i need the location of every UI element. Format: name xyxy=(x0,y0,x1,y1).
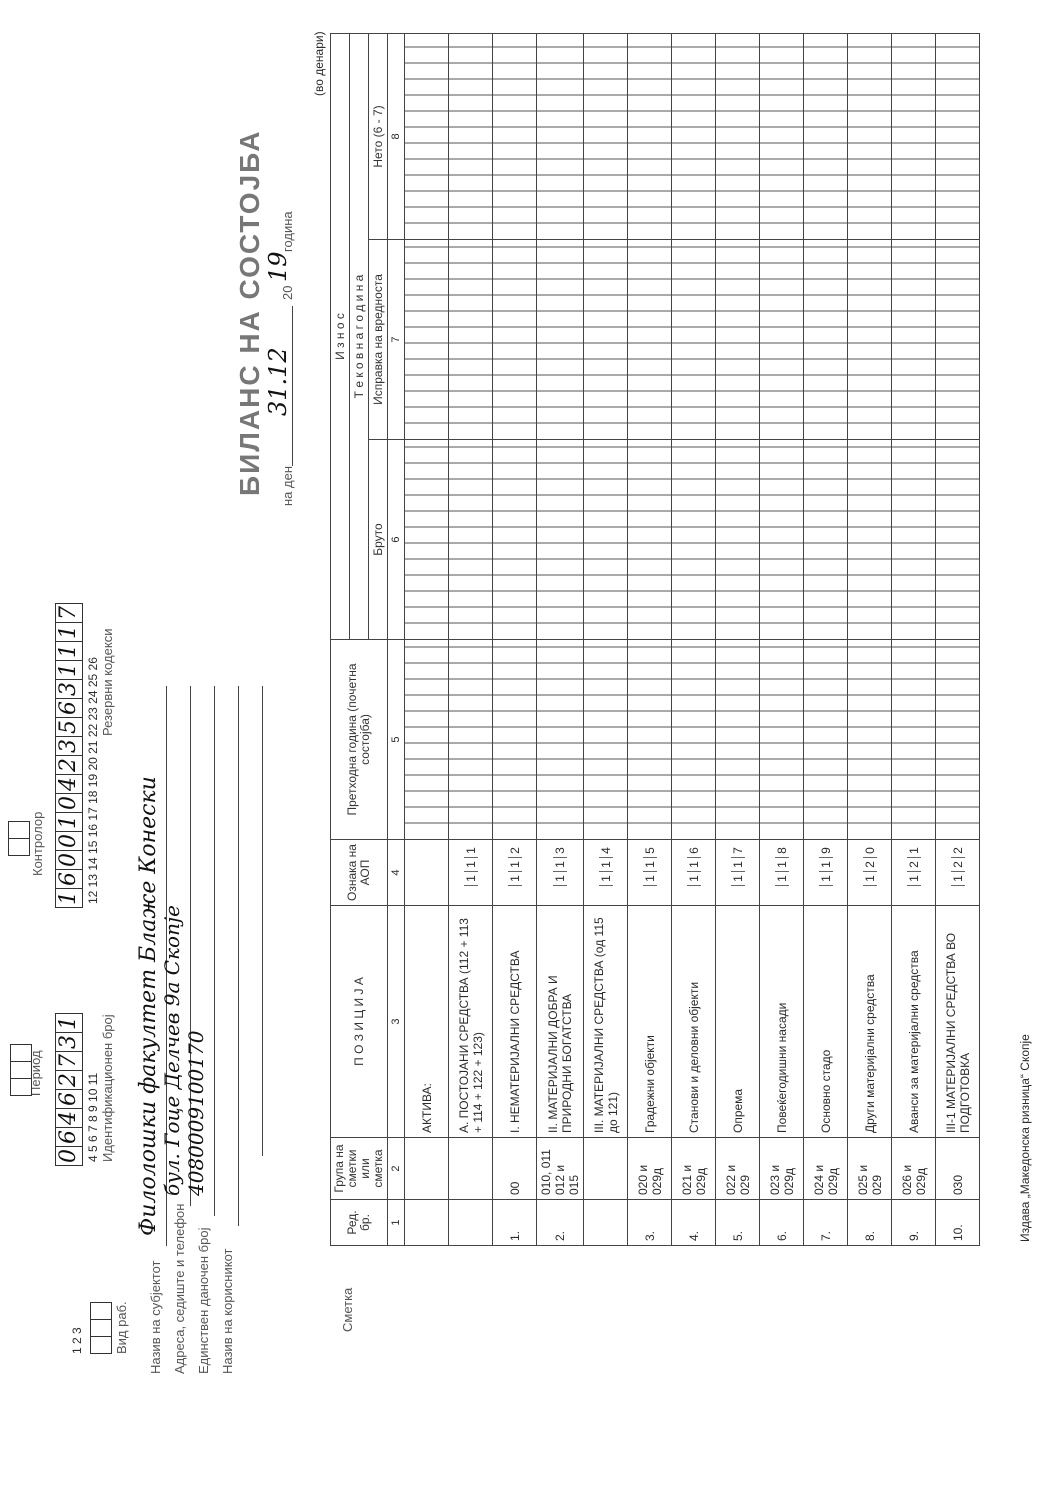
id-digit: 7 xyxy=(55,1052,83,1071)
reserved-digit: 5 xyxy=(55,718,83,737)
reserved-digit: 1 xyxy=(55,623,83,642)
ispravka-cell[interactable] xyxy=(493,240,537,440)
publisher-footer: Издава „Македонска ризница“ Скопје xyxy=(1018,1034,1032,1242)
aop-digit: 1 xyxy=(643,858,657,872)
prev-year-cell[interactable] xyxy=(848,640,892,840)
name-label: Назив на субјектот xyxy=(148,1260,163,1374)
row-group: 023 и 029д xyxy=(760,1138,804,1200)
aop-digit: 2 xyxy=(508,844,522,858)
reserved-digit: 3 xyxy=(55,680,83,699)
neto-cell[interactable] xyxy=(537,33,584,239)
prev-year-cell[interactable] xyxy=(584,640,628,840)
row-group: 026 и 029д xyxy=(892,1138,936,1200)
header-rb: Ред. бр. xyxy=(331,1200,388,1246)
table-row xyxy=(493,33,537,1245)
vid-rab-label: Вид раб. xyxy=(114,1301,129,1354)
address-label: Адреса, седиште и телефон xyxy=(172,1203,187,1374)
row-group: 025 и 029 xyxy=(848,1138,892,1200)
row-aop xyxy=(537,840,584,906)
row-position: II. МАТЕРИЈАЛНИ ДОБРА И ПРИРОДНИ БОГАТСТВА xyxy=(537,906,584,1138)
row-group xyxy=(449,1138,493,1200)
aop-code xyxy=(731,844,745,901)
ispravka-cell[interactable] xyxy=(716,240,760,440)
user-underline xyxy=(238,686,239,1226)
prev-year-cell[interactable] xyxy=(628,640,672,840)
column-number-row xyxy=(388,33,405,1245)
aop-digit: 1 xyxy=(464,844,478,858)
row-position: Други материјални средства xyxy=(848,906,892,1138)
id-digit: 1 xyxy=(55,1013,83,1033)
reserved-digit: 2 xyxy=(55,756,83,775)
row-aop xyxy=(449,840,493,906)
row-number: 9. xyxy=(892,1200,936,1246)
tax-underline xyxy=(214,686,215,1216)
id-digit: 6 xyxy=(55,1128,83,1147)
row-position: А. ПОСТОЈАНИ СРЕДСТВА (112 + 113 + 114 + 122 + 123) xyxy=(449,906,493,1138)
tax-value[interactable]: 4080009100170 xyxy=(184,1030,208,1196)
bruto-cell[interactable] xyxy=(716,440,760,640)
neto-cell[interactable] xyxy=(628,33,672,239)
header-ispravka: Исправка на вредноста xyxy=(369,240,388,440)
bruto-cell[interactable] xyxy=(537,440,584,640)
aop-digit: 7 xyxy=(731,844,745,858)
aop-digit: 1 xyxy=(907,872,921,886)
aop-code xyxy=(819,844,833,901)
header-bruto: Бруто xyxy=(369,440,388,640)
row-number: 5. xyxy=(716,1200,760,1246)
aop-code xyxy=(907,844,921,901)
aop-digit: 1 xyxy=(951,872,965,886)
kontrolor-boxes[interactable] xyxy=(8,821,30,856)
bruto-cell[interactable] xyxy=(804,440,848,640)
tax-label: Единствен даночен број xyxy=(196,1227,211,1374)
header-neto: Нето (6 - 7) xyxy=(369,33,388,239)
bruto-cell[interactable] xyxy=(449,440,493,640)
user-label: Назив на корисникот xyxy=(220,1248,235,1374)
row-group: 010, 011 012 и 015 xyxy=(537,1138,584,1200)
header-prev-year: Претходна година (почетна состојба) xyxy=(331,640,388,840)
ispravka-cell[interactable] xyxy=(449,240,493,440)
reserved-code-boxes[interactable] xyxy=(55,603,83,908)
bruto-cell[interactable] xyxy=(760,440,804,640)
vid-rab-boxes[interactable] xyxy=(90,1302,112,1354)
row-aop xyxy=(760,840,804,906)
balance-table xyxy=(330,33,980,1246)
table-row xyxy=(936,33,980,1245)
bruto-cell[interactable] xyxy=(493,440,537,640)
aop-code xyxy=(553,844,567,901)
reserved-digit: 3 xyxy=(55,737,83,756)
row-number xyxy=(405,1200,449,1246)
row-number: 1. xyxy=(493,1200,537,1246)
ispravka-cell[interactable] xyxy=(405,240,449,440)
aop-digit: 6 xyxy=(687,844,701,858)
reserved-digit: 1 xyxy=(55,889,83,908)
reserved-digit: 1 xyxy=(55,813,83,832)
row-number: 8. xyxy=(848,1200,892,1246)
reserved-digit: 6 xyxy=(55,870,83,889)
prev-year-cell[interactable] xyxy=(493,640,537,840)
neto-cell[interactable] xyxy=(672,33,716,239)
prev-year-cell[interactable] xyxy=(537,640,584,840)
aop-code xyxy=(464,844,478,901)
bruto-cell[interactable] xyxy=(584,440,628,640)
vid-rab-digits: 1 2 3 xyxy=(70,1327,84,1354)
aop-digit: 9 xyxy=(819,844,833,858)
neto-cell[interactable] xyxy=(449,33,493,239)
table-row xyxy=(449,33,493,1245)
prev-year-cell[interactable] xyxy=(405,640,449,840)
neto-cell[interactable] xyxy=(760,33,804,239)
header-iznos: И з н о с xyxy=(331,33,350,639)
prev-year-cell[interactable] xyxy=(449,640,493,840)
id-digit: 0 xyxy=(55,1147,83,1166)
aop-code xyxy=(687,844,701,901)
ispravka-cell[interactable] xyxy=(584,240,628,440)
reserved-digit: 0 xyxy=(55,832,83,851)
id-digits: 4 5 6 7 8 9 10 11 xyxy=(86,1072,100,1162)
header-aop: Ознака на АОП xyxy=(331,840,388,906)
reserved-digit: 6 xyxy=(55,699,83,718)
aop-code xyxy=(508,844,522,901)
id-digit: 2 xyxy=(55,1071,83,1090)
aop-digit: 5 xyxy=(643,844,657,858)
row-position: Аванси за материјални средства xyxy=(892,906,936,1138)
page-title: БИЛАНС НА СОСТОЈБА xyxy=(234,129,265,496)
aop-digit: 2 xyxy=(951,858,965,872)
neto-cell[interactable] xyxy=(405,33,449,239)
prev-year-cell[interactable] xyxy=(892,640,936,840)
neto-cell[interactable] xyxy=(584,33,628,239)
aop-digit: 1 xyxy=(508,858,522,872)
table-row xyxy=(628,33,672,1245)
bruto-cell[interactable] xyxy=(848,440,892,640)
aop-digit: 1 xyxy=(643,872,657,886)
aop-digit: 1 xyxy=(599,858,613,872)
aop-digit: 2 xyxy=(907,858,921,872)
table-row xyxy=(672,33,716,1245)
row-position: III-1 МАТЕРИЈАЛНИ СРЕДСТВА ВО ПОДГОТОВКА xyxy=(936,906,980,1138)
aop-code xyxy=(599,844,613,901)
aop-code xyxy=(863,844,877,901)
neto-cell[interactable] xyxy=(804,33,848,239)
prev-year-cell[interactable] xyxy=(936,640,980,840)
aop-digit: 1 xyxy=(553,858,567,872)
aop-digit: 1 xyxy=(731,872,745,886)
colnum: 6 xyxy=(388,440,405,640)
reserved-digit: 1 xyxy=(55,661,83,680)
address-value[interactable]: бул. Гоце Делчев 9а Скопје xyxy=(160,904,184,1196)
aop-digit: 1 xyxy=(464,872,478,886)
reserved-digit: 0 xyxy=(55,851,83,870)
table-row xyxy=(584,33,628,1245)
row-group: 022 и 029 xyxy=(716,1138,760,1200)
row-position: Опрема xyxy=(716,906,760,1138)
reserved-digit: 0 xyxy=(55,794,83,813)
aop-digit: 1 xyxy=(775,858,789,872)
row-group xyxy=(405,1138,449,1200)
row-aop xyxy=(405,840,449,906)
row-number: 2. xyxy=(537,1200,584,1246)
colnum: 3 xyxy=(388,906,405,1138)
id-digit: 6 xyxy=(55,1090,83,1109)
prev-year-cell[interactable] xyxy=(760,640,804,840)
table-row xyxy=(892,33,936,1245)
colnum: 4 xyxy=(388,840,405,906)
aop-digit: 1 xyxy=(731,858,745,872)
row-number: 10. xyxy=(936,1200,980,1246)
bruto-cell[interactable] xyxy=(672,440,716,640)
row-aop xyxy=(848,840,892,906)
row-aop xyxy=(628,840,672,906)
aop-digit: 1 xyxy=(687,858,701,872)
ispravka-cell[interactable] xyxy=(672,240,716,440)
id-label: Идентификационен број xyxy=(100,1014,115,1162)
header-group: Група на сметки или сметка xyxy=(331,1138,388,1200)
row-number: 6. xyxy=(760,1200,804,1246)
row-aop xyxy=(804,840,848,906)
neto-cell[interactable] xyxy=(493,33,537,239)
neto-cell[interactable] xyxy=(848,33,892,239)
bruto-cell[interactable] xyxy=(936,440,980,640)
row-group: 020 и 029д xyxy=(628,1138,672,1200)
aop-digit: 1 xyxy=(819,858,833,872)
colnum: 1 xyxy=(388,1200,405,1246)
bruto-cell[interactable] xyxy=(628,440,672,640)
ispravka-cell[interactable] xyxy=(848,240,892,440)
row-number: 4. xyxy=(672,1200,716,1246)
row-position: III. МАТЕРИЈАЛНИ СРЕДСТВА (од 115 до 121) xyxy=(584,906,628,1138)
row-position: АКТИВА: xyxy=(405,906,449,1138)
row-number xyxy=(584,1200,628,1246)
aop-code xyxy=(775,844,789,901)
colnum: 8 xyxy=(388,33,405,239)
row-group xyxy=(584,1138,628,1200)
period-label: Период xyxy=(28,1050,43,1096)
row-number: 7. xyxy=(804,1200,848,1246)
aop-digit: 1 xyxy=(599,872,613,886)
reserved-digit: 4 xyxy=(55,775,83,794)
row-aop xyxy=(584,840,628,906)
row-group: 00 xyxy=(493,1138,537,1200)
day-underline xyxy=(292,306,293,466)
header-tekovna: Т е к о в н а г о д и н а xyxy=(350,33,369,639)
subject-name[interactable]: Филолошки факултет Блаже Конески xyxy=(136,776,161,1236)
unit-label: (во денари) xyxy=(312,31,326,96)
reserved-label: Резервни кодекси xyxy=(100,628,115,736)
ispravka-cell[interactable] xyxy=(892,240,936,440)
colnum: 5 xyxy=(388,640,405,840)
ispravka-cell[interactable] xyxy=(760,240,804,440)
neto-cell[interactable] xyxy=(936,33,980,239)
aop-digit: 1 xyxy=(464,858,478,872)
row-aop xyxy=(936,840,980,906)
user-underline-2 xyxy=(262,686,263,1156)
kontrolor-label: Контролор xyxy=(30,811,45,876)
table-row xyxy=(537,33,584,1245)
row-aop xyxy=(892,840,936,906)
prev-year-cell[interactable] xyxy=(716,640,760,840)
colnum: 2 xyxy=(388,1138,405,1200)
aop-digit: 1 xyxy=(775,872,789,886)
period-boxes[interactable] xyxy=(10,1044,32,1096)
row-position: Повеќегодишни насади xyxy=(760,906,804,1138)
aop-digit: 1 xyxy=(907,844,921,858)
table-row xyxy=(848,33,892,1245)
table-row xyxy=(405,33,449,1245)
id-number-boxes[interactable] xyxy=(55,1013,83,1166)
row-position: Основно стадо xyxy=(804,906,848,1138)
aop-digit: 8 xyxy=(775,844,789,858)
aop-digit: 3 xyxy=(553,844,567,858)
reserved-digit: 1 xyxy=(55,642,83,661)
row-aop xyxy=(716,840,760,906)
ispravka-cell[interactable] xyxy=(628,240,672,440)
row-group: 024 и 029д xyxy=(804,1138,848,1200)
table-row xyxy=(804,33,848,1245)
aop-digit: 1 xyxy=(819,872,833,886)
id-digit: 4 xyxy=(55,1109,83,1128)
row-position: I. НЕМАТЕРИЈАЛНИ СРЕДСТВА xyxy=(493,906,537,1138)
aop-code xyxy=(951,844,965,901)
row-aop xyxy=(672,840,716,906)
row-position: Градежни објекти xyxy=(628,906,672,1138)
row-number: 3. xyxy=(628,1200,672,1246)
row-group: 030 xyxy=(936,1138,980,1200)
table-row xyxy=(760,33,804,1245)
aop-code xyxy=(643,844,657,901)
row-aop xyxy=(493,840,537,906)
reserved-digits: 12 13 14 15 16 17 18 19 20 21 22 23 24 25 26 xyxy=(86,657,100,904)
year-suffix: година xyxy=(280,211,295,252)
neto-cell[interactable] xyxy=(716,33,760,239)
header-pozicija: П О З И Ц И Ј А xyxy=(331,906,388,1138)
table-row xyxy=(716,33,760,1245)
day-value[interactable]: 31.12 xyxy=(264,347,292,416)
smetka-label: Сметка xyxy=(340,1287,355,1332)
reserved-digit: 7 xyxy=(55,603,83,623)
year-prefix: 20 xyxy=(280,285,295,300)
bruto-cell[interactable] xyxy=(405,440,449,640)
aop-digit: 1 xyxy=(553,872,567,886)
aop-digit: 4 xyxy=(599,844,613,858)
row-position: Станови и деловни објекти xyxy=(672,906,716,1138)
prev-year-cell[interactable] xyxy=(672,640,716,840)
prev-year-cell[interactable] xyxy=(804,640,848,840)
year-value[interactable]: 19 xyxy=(264,251,292,282)
ispravka-cell[interactable] xyxy=(936,240,980,440)
ispravka-cell[interactable] xyxy=(537,240,584,440)
aop-digit: 2 xyxy=(863,858,877,872)
bruto-cell[interactable] xyxy=(892,440,936,640)
colnum: 7 xyxy=(388,240,405,440)
aop-digit: 1 xyxy=(687,872,701,886)
ispravka-cell[interactable] xyxy=(804,240,848,440)
aop-digit: 0 xyxy=(863,844,877,858)
aop-digit: 1 xyxy=(508,872,522,886)
row-group: 021 и 029д xyxy=(672,1138,716,1200)
on-day-label: на ден xyxy=(280,465,295,506)
row-number xyxy=(449,1200,493,1246)
aop-digit: 1 xyxy=(863,872,877,886)
id-digit: 3 xyxy=(55,1033,83,1052)
aop-digit: 2 xyxy=(951,844,965,858)
neto-cell[interactable] xyxy=(892,33,936,239)
